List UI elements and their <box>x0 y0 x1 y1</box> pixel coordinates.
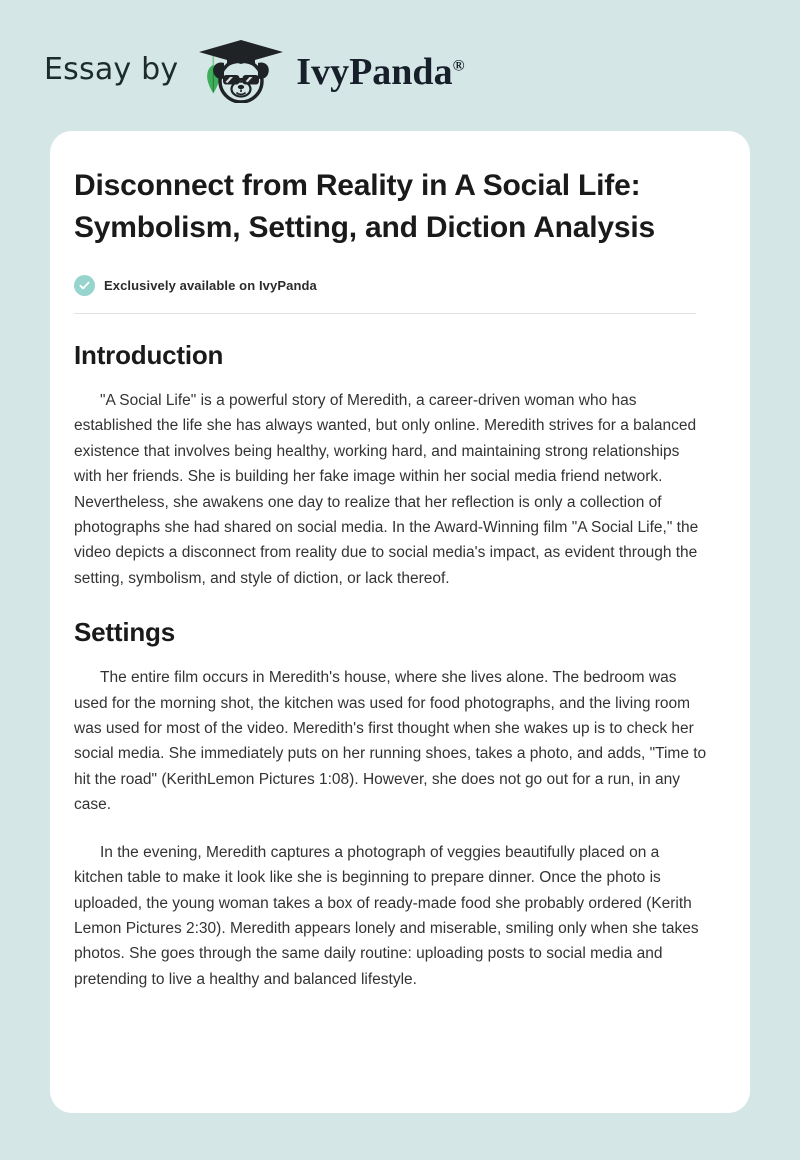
essay-by-label: Essay by <box>44 52 179 87</box>
panda-graduate-logo-icon <box>194 37 290 103</box>
wordmark-text: IvyPanda <box>296 51 453 93</box>
section-heading-settings: Settings <box>74 617 175 648</box>
essay-content <box>74 165 710 992</box>
exclusivity-badge-label: Exclusively available on IvyPanda <box>104 278 317 293</box>
paragraph: "A Social Life" is a powerful story of Meredith, a career-driven woman who has established the life she has always wanted, but only online. Meredith strives for a balanced existence that involves being healthy, working hard, and maintaining strong relationships with her friends. She is building her fake image within her social media friend network. Nevertheless, she awakens one day to realize that her reflection is only a collection of photographs she had shared on social media. In the Award-Winning film "A Social Life," the video depicts a disconnect from reality due to social media's impact, as evident through the setting, symbolism, and style of diction, or lack thereof. <box>74 392 699 587</box>
registered-trademark-icon: ® <box>452 57 465 75</box>
paragraph: The entire film occurs in Meredith's house, where she lives alone. The bedroom was used for the morning shot, the kitchen was used for food photographs, and the living room was used for most of the video. Meredith's first thought when she wakes up is to check her social media. She immediately puts on her running shoes, takes a photo, and adds, "Time to hit the road" (KerithLemon Pictures 1:08). However, she does not go out for a run, in any case. <box>74 669 707 814</box>
essay-paper-card <box>50 131 750 1113</box>
brand-header <box>44 38 465 102</box>
exclusivity-badge <box>74 275 710 296</box>
check-circle-icon <box>74 275 95 296</box>
ivypanda-wordmark <box>296 53 464 91</box>
title-divider <box>74 313 696 314</box>
ivypanda-logo[interactable] <box>194 37 464 103</box>
paragraph: In the evening, Meredith captures a photograph of veggies beautifully placed on a kitchen table to make it look like she is beginning to prepare dinner. Once the photo is uploaded, the young woman takes a box of ready-made food she probably ordered (Kerith Lemon Pictures 2:30). Meredith appears lonely and miserable, smiling only when she takes photos. She goes through the same daily routine: uploading posts to social media and pretending to live a healthy and balanced lifestyle. <box>74 843 699 988</box>
page-title: Disconnect from Reality in A Social Life: Symbolism, Setting, and Diction Analysis <box>74 169 655 244</box>
section-heading-introduction: Introduction <box>74 340 224 370</box>
